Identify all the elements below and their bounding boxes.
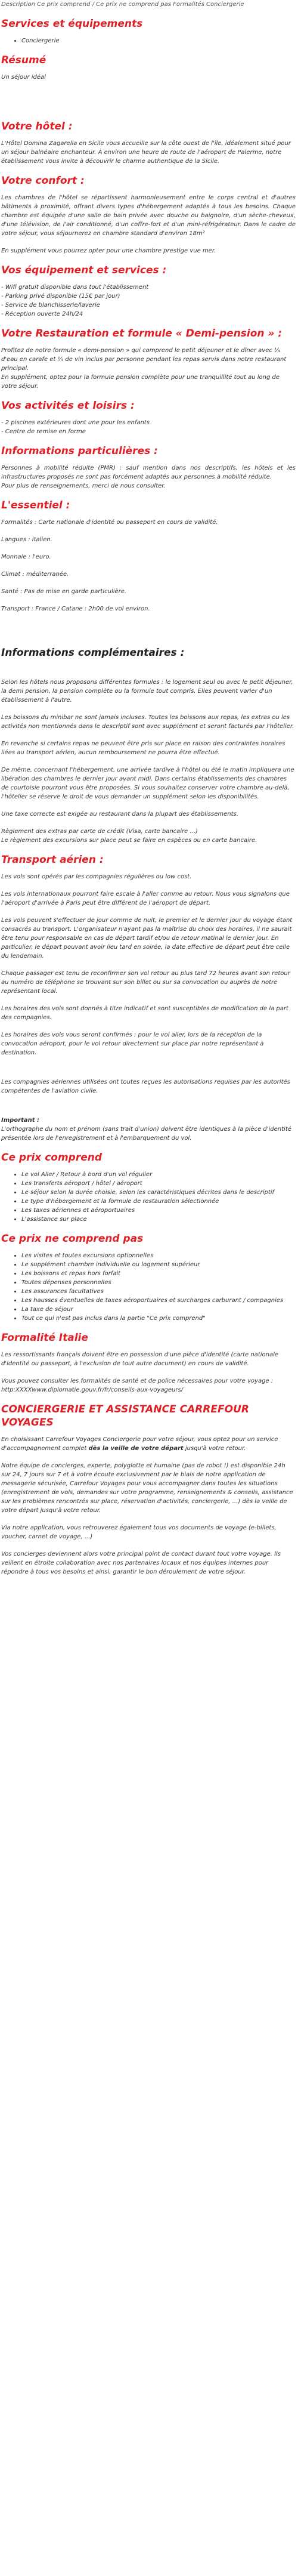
essentiel-monnaie: Monnaie : l'euro.: [1, 554, 51, 560]
list-item: • L'assistance sur place: [21, 1215, 296, 1224]
resume-text: Un séjour idéal: [1, 74, 46, 81]
conciergerie-title: CONCIERGERIE ET ASSISTANCE CARREFOUR VOYAGES: [1, 1403, 249, 1429]
complementaires-p4: De même, concernant l'hébergement, une arrivée tardive à l'hôtel ou été le matin impliquera une libération des chambres le dernier jour avant midi. Dans certains établissements des chambres de courtoisie pourront vous être proposées. Si vous souhaitez conserver votre chambre au-delà, l'hôtelier se réserve le droit de vous demander un supplément selon les disponibilités.: [1, 767, 294, 800]
breadcrumb: Description Ce prix comprend / Ce prix ne comprend pas Formalités Conciergerie: [1, 1, 244, 8]
essentiel-transport: Transport : France / Catane : 2h00 de vol environ.: [1, 606, 150, 612]
list-item: • Les transferts aéroport / hôtel / aéroport: [21, 1179, 296, 1188]
complementaires-p3: En revanche si certains repas ne peuvent être pris sur place en raison des contraintes horaires liées au transport aérien, aucun remboursement ne pourra être effectué.: [1, 741, 285, 756]
confort-text-2: En supplément vous pourrez opter pour une chambre prestige vue mer.: [1, 248, 216, 254]
transport-p1: Les vols sont opérés par les compagnies régulières ou low cost.: [1, 874, 192, 880]
transport-p4: Chaque passager est tenu de reconfirmer son vol retour au plus tard 72 heures avant son retour au numéro de téléphone se trouvant sur son billet ou sur sa convocation ou auprès de notre représentant local.: [1, 970, 290, 995]
transport-p6: Les horaires des vols vous seront confirmés : pour le vol aller, lors de la réception de la convocation aéroport, pour le vol retour directement sur place par notre représentant à destination.: [1, 1032, 264, 1056]
confort-text: Les chambres de l'hôtel se répartissent harmonieusement entre le corps central et d'autres bâtiments à proximité, offrant divers types d'hébergement adaptés à tous les besoins. Chaque chambre est équipée d'une salle de bain privée avec douche ou baignoire, d'un sèche-cheveux, d'une télévision, de l'air conditionné, d'un coffre-fort et d'un mini-réfrigérateur. Dans le cadre de votre séjour, vous séjournerez en chambre standard d'environ 18m²: [1, 195, 296, 237]
comprend-title: Ce prix comprend: [1, 1152, 103, 1164]
transport-p3: Les vols peuvent s'effectuer de jour comme de nuit, le premier et le dernier jour du voyage étant consacrés au transport. L'organisateur n'ayant pas la maîtrise du choix des horaires, il ne saurait être tenu pour responsable en cas de départ tardif et/ou de retour matinal le dernier jour. En particulier, le départ pouvant avoir lieu tard en soirée, la date effective de départ peut être celle du lendemain.: [1, 917, 293, 960]
list-item: • Le vol Aller / Retour à bord d'un vol régulier: [21, 1170, 296, 1179]
essentiel-formalites: Formalités : Carte nationale d'identité ou passeport en cours de validité.: [1, 519, 218, 526]
list-item: • Conciergerie: [21, 36, 296, 45]
conciergerie-p2: Notre équipe de concierges, experte, polyglotte et humaine (pas de robot !) est disponible 24h sur 24, 7 jours sur 7 et à votre écoute exclusivement par le biais de notre application de messagerie sécurisée, Carrefour Voyages pour vous accompagner dans toutes les situations (enregistrement de vols, demandes sur votre programme, renseignements & conseils, assistance sur les problèmes rencontrés sur place, réservation d'activités, conciergerie, ...) dès la veille de votre départ jusqu'à votre retour.: [1, 1463, 293, 1514]
conciergerie-p4: Vos concierges deviennent alors votre principal point de contact durant tout votre voyage. Ils veillent en étroite collaboration avec nos partenaires locaux et nos équipes internes pour répondre à tous vos besoins et ainsi, garantir le bon déroulement de votre séjour.: [1, 1551, 281, 1575]
list-item: • Le type d'hébergement et la formule de restauration sélectionnée: [21, 1197, 296, 1206]
complementaires-p6-7: Règlement des extras par carte de crédit (Visa, carte bancaire ...) Le règlement des excursions sur place peut se faire en espèces ou en carte bancaire.: [1, 828, 257, 844]
complementaires-p2: Les boissons du minibar ne sont jamais incluses. Toutes les boissons aux repas, les extras ou les activités non mentionnés dans le descriptif sont avec supplément et seront facturés par l'hôtelier.: [1, 714, 294, 730]
list-item: • Les hausses éventuelles de taxes aéroportuaires et surcharges carburant / compagnies: [21, 1296, 296, 1305]
formalite-p1: Les ressortissants français doivent être en possession d'une pièce d'identité (carte nationale d'identité ou passeport, à l'exclusion de tout autre document) en cours de validité.: [1, 1352, 279, 1367]
complementaires-p1: Selon les hôtels nous proposons différentes formules : le logement seul ou avec le petit déjeuner, la demi pension, la pension complète ou la formule tout compris. Elles peuvent varier d'un établissement à l'autre.: [1, 679, 293, 704]
ne-comprend-title: Ce prix ne comprend pas: [1, 1233, 144, 1245]
complementaires-title: Informations complémentaires :: [1, 647, 185, 659]
list-item: • Le supplément chambre individuelle ou logement supérieur: [21, 1260, 296, 1269]
formalite-p2: Vous pouvez consulter les formalités de santé et de police nécessaires pour votre voyage : http:XXXXwww.diplomatie.gouv.fr/fr/conseils-aux-voyageurs/: [1, 1378, 274, 1393]
list-item: • Le séjour selon la durée choisie, selon les caractéristiques décrites dans le descriptif: [21, 1188, 296, 1197]
services-title: Services et équipements: [1, 18, 143, 30]
equipements-lines: - Wifi gratuit disponible dans tout l'établissement - Parking privé disponible (15€ par jour) - Service de blanchisserie/laverie - Réception ouverte 24h/24: [1, 284, 149, 317]
important-block: Important : L'orthographe du nom et prénom (sans trait d'union) doivent être identiques à la pièce d'identité présentée lors de l'enregistrement et à l'embarquement du vol.: [1, 1117, 291, 1142]
list-item: • Les taxes aériennes et aéroportuaires: [21, 1206, 296, 1215]
resume-title: Résumé: [1, 54, 46, 66]
transport-p7: Les compagnies aériennes utilisées ont toutes reçues les autorisations requises par les autorités compétentes de l'aviation civile.: [1, 1079, 290, 1094]
loisirs-lines: - 2 piscines extérieures dont une pour les enfants - Centre de remise en forme: [1, 419, 150, 435]
restauration-text: Profitez de notre formule « demi-pension » qui comprend le petit déjeuner et le dîner avec ¼ d'eau en carafe et ¼ de vin inclus par personne pendant les repas servis dans notre restaurant principal. En supplément, optez pour la formule pension complète pour une tranquillité tout au long de votre séjour.: [1, 347, 287, 390]
infos-title: Informations particulières :: [1, 445, 158, 457]
conciergerie-p3: Via notre application, vous retrouverez également tous vos documents de voyage (e-billets, voucher, carnet de voyage, ...): [1, 1525, 277, 1540]
list-item: • Les assurances facultatives: [21, 1287, 296, 1296]
hotel-text: L'Hôtel Domina Zagarella en Sicile vous accueille sur la côte ouest de l'île, idéalement situé pour un séjour balnéaire enchanteur. À environ une heure de route de l'aéroport de Palerme, notre établissement vous invite à découvrir le charme authentique de la Sicile.: [1, 140, 291, 165]
services-list: [1, 36, 296, 45]
essentiel-climat: Climat : méditerranée.: [1, 571, 69, 578]
transport-title: Transport aérien :: [1, 854, 104, 866]
essentiel-langues: Langues : italien.: [1, 536, 52, 543]
loisirs-title: Vos activités et loisirs :: [1, 400, 135, 412]
list-item: • Les visites et toutes excursions optionnelles: [21, 1251, 296, 1260]
restauration-title: Votre Restauration et formule « Demi-pension » :: [1, 328, 283, 340]
equipements-title: Vos équipement et services :: [1, 264, 167, 276]
essentiel-sante: Santé : Pas de mise en garde particulière.: [1, 588, 127, 595]
confort-title: Votre confort :: [1, 175, 85, 187]
comprend-list: [1, 1170, 296, 1224]
transport-p2: Les vols internationaux pourront faire escale à l'aller comme au retour. Nous vous signalons que l'aéroport d'arrivée à Paris peut être différent de l'aéroport de départ.: [1, 891, 290, 906]
list-item: • Toutes dépenses personnelles: [21, 1278, 296, 1287]
complementaires-p5: Une taxe correcte est exigée au restaurant dans la plupart des établissements.: [1, 811, 238, 817]
conciergerie-p1: En choisissant Carrefour Voyages Conciergerie pour votre séjour, vous optez pour un service d'accompagnement complet dès la veille de votre départ jusqu'à votre retour.: [1, 1436, 278, 1452]
infos-text: Personnes à mobilité réduite (PMR) : sauf mention dans nos descriptifs, les hôtels et les infrastructures proposés ne sont pas forcément adaptés aux personnes à mobilité réduite. Pour plus de renseignements, merci de nous consulter.: [1, 465, 296, 489]
list-item: • Les boissons et repas hors forfait: [21, 1269, 296, 1278]
hotel-title: Votre hôtel :: [1, 121, 73, 132]
list-item: • La taxe de séjour: [21, 1305, 296, 1314]
ne-comprend-list: [1, 1251, 296, 1323]
list-item: • Tout ce qui n'est pas inclus dans la partie "Ce prix comprend": [21, 1314, 296, 1323]
essentiel-title: L'essentiel :: [1, 499, 70, 511]
transport-p5: Les horaires des vols sont donnés à titre indicatif et sont susceptibles de modification de la part des compagnies.: [1, 1005, 288, 1021]
formalite-title: Formalité Italie: [1, 1332, 88, 1344]
